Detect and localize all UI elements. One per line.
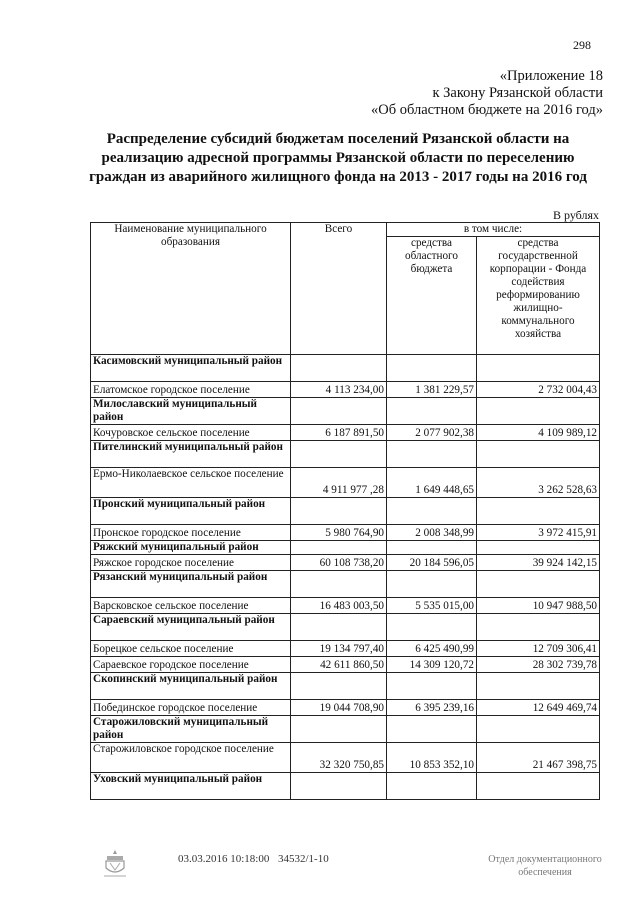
settlement-row <box>91 425 600 441</box>
reform-fund-cell: 10 947 988,50 <box>477 598 600 614</box>
reform-fund-cell <box>477 541 600 555</box>
appendix-line-1: «Приложение 18 <box>499 68 603 84</box>
total-cell <box>291 673 387 700</box>
regional-budget-cell: 14 309 120,72 <box>387 657 477 673</box>
department-line-1: Отдел документационного <box>488 854 602 865</box>
regional-budget-cell <box>387 541 477 555</box>
settlement-row <box>91 555 600 571</box>
appendix-line-3: «Об областном бюджете на 2016 год» <box>371 102 603 118</box>
municipality-name-cell: Скопинский муниципальный район <box>91 673 291 700</box>
municipality-name-cell: Уховский муниципальный район <box>91 773 291 800</box>
municipality-name-cell: Ряжское городское поселение <box>91 555 291 571</box>
municipality-name-cell: Борецкое сельское поселение <box>91 641 291 657</box>
coat-of-arms-icon <box>101 848 129 878</box>
total-cell <box>291 716 387 743</box>
total-cell: 32 320 750,85 <box>291 743 387 773</box>
district-row <box>91 571 600 598</box>
reform-fund-cell <box>477 355 600 382</box>
currency-note: В рублях <box>552 208 599 222</box>
appendix-reference <box>371 68 603 119</box>
stamp-code: 34532/1-10 <box>278 853 329 865</box>
municipality-name-cell: Пронский муниципальный район <box>91 498 291 525</box>
settlement-row <box>91 468 600 498</box>
reform-fund-cell <box>477 673 600 700</box>
district-row <box>91 541 600 555</box>
header-including: в том числе: <box>387 223 600 237</box>
header-total: Всего <box>291 223 387 355</box>
total-cell: 19 134 797,40 <box>291 641 387 657</box>
municipality-name-cell: Елатомское городское поселение <box>91 382 291 398</box>
reform-fund-cell: 3 262 528,63 <box>477 468 600 498</box>
regional-budget-cell <box>387 498 477 525</box>
regional-budget-cell <box>387 673 477 700</box>
district-row <box>91 673 600 700</box>
reform-fund-cell: 3 972 415,91 <box>477 525 600 541</box>
regional-budget-cell: 6 425 490,99 <box>387 641 477 657</box>
title-line-1: Распределение субсидий бюджетам поселений Рязанской области на <box>106 131 570 147</box>
reform-fund-cell <box>477 773 600 800</box>
regional-budget-cell <box>387 773 477 800</box>
reform-fund-cell: 28 302 739,78 <box>477 657 600 673</box>
regional-budget-cell <box>387 398 477 425</box>
municipality-name-cell: Ермо-Николаевское сельское поселение <box>91 468 291 498</box>
subsidy-table <box>90 222 600 800</box>
reform-fund-cell: 2 732 004,43 <box>477 382 600 398</box>
district-row <box>91 716 600 743</box>
reform-fund-cell: 4 109 989,12 <box>477 425 600 441</box>
municipality-name-cell: Кочуровское сельское поселение <box>91 425 291 441</box>
municipality-name-cell: Касимовский муниципальный район <box>91 355 291 382</box>
header-regional-budget: средства областного бюджета <box>387 237 477 355</box>
district-row <box>91 355 600 382</box>
district-row <box>91 773 600 800</box>
regional-budget-cell <box>387 355 477 382</box>
total-cell <box>291 498 387 525</box>
municipality-name-cell: Пронское городское поселение <box>91 525 291 541</box>
municipality-name-cell: Пителинский муниципальный район <box>91 441 291 468</box>
settlement-row <box>91 598 600 614</box>
total-cell: 4 911 977 ,28 <box>291 468 387 498</box>
total-cell <box>291 773 387 800</box>
total-cell <box>291 614 387 641</box>
total-cell <box>291 571 387 598</box>
municipality-name-cell: Сараевский муниципальный район <box>91 614 291 641</box>
settlement-row <box>91 657 600 673</box>
reform-fund-cell <box>477 441 600 468</box>
regional-budget-cell: 20 184 596,05 <box>387 555 477 571</box>
document-title <box>68 130 608 187</box>
settlement-row <box>91 700 600 716</box>
regional-budget-cell: 1 649 448,65 <box>387 468 477 498</box>
total-cell <box>291 355 387 382</box>
regional-budget-cell: 6 395 239,16 <box>387 700 477 716</box>
settlement-row <box>91 525 600 541</box>
regional-budget-cell: 5 535 015,00 <box>387 598 477 614</box>
settlement-row <box>91 641 600 657</box>
total-cell <box>291 441 387 468</box>
reform-fund-cell: 21 467 398,75 <box>477 743 600 773</box>
page-number: 298 <box>573 38 591 52</box>
reform-fund-cell <box>477 498 600 525</box>
settlement-row <box>91 743 600 773</box>
regional-budget-cell: 1 381 229,57 <box>387 382 477 398</box>
total-cell: 5 980 764,90 <box>291 525 387 541</box>
reform-fund-cell <box>477 614 600 641</box>
department-stamp <box>470 853 620 879</box>
header-municipality: Наименование муниципального образования <box>91 223 291 355</box>
district-row <box>91 398 600 425</box>
department-line-2: обеспечения <box>518 867 572 878</box>
regional-budget-cell: 2 077 902,38 <box>387 425 477 441</box>
reform-fund-cell: 39 924 142,15 <box>477 555 600 571</box>
table-body <box>91 355 600 800</box>
settlement-row <box>91 382 600 398</box>
total-cell: 42 611 860,50 <box>291 657 387 673</box>
stamp-date: 03.03.2016 10:18:00 <box>178 853 270 865</box>
municipality-name-cell: Старожиловский муниципальный район <box>91 716 291 743</box>
total-cell: 4 113 234,00 <box>291 382 387 398</box>
regional-budget-cell: 10 853 352,10 <box>387 743 477 773</box>
district-row <box>91 441 600 468</box>
regional-budget-cell: 2 008 348,99 <box>387 525 477 541</box>
municipality-name-cell: Рязанский муниципальный район <box>91 571 291 598</box>
regional-budget-cell <box>387 716 477 743</box>
appendix-line-2: к Закону Рязанской области <box>432 85 603 101</box>
municipality-name-cell: Сараевское городское поселение <box>91 657 291 673</box>
regional-budget-cell <box>387 614 477 641</box>
municipality-name-cell: Старожиловское городское поселение <box>91 743 291 773</box>
reform-fund-cell <box>477 571 600 598</box>
title-line-3: граждан из аварийного жилищного фонда на 2013 - 2017 годы на 2016 год <box>89 169 587 185</box>
municipality-name-cell: Побединское городское поселение <box>91 700 291 716</box>
total-cell: 6 187 891,50 <box>291 425 387 441</box>
regional-budget-cell <box>387 441 477 468</box>
district-row <box>91 498 600 525</box>
regional-budget-cell <box>387 571 477 598</box>
header-reform-fund: средства государственной корпорации - Фонда содействия реформированию жилищно-коммунального хозяйства <box>477 237 600 355</box>
total-cell: 60 108 738,20 <box>291 555 387 571</box>
total-cell: 16 483 003,50 <box>291 598 387 614</box>
reform-fund-cell: 12 649 469,74 <box>477 700 600 716</box>
municipality-name-cell: Варсковское сельское поселение <box>91 598 291 614</box>
municipality-name-cell: Ряжский муниципальный район <box>91 541 291 555</box>
municipality-name-cell: Милославский муниципальный район <box>91 398 291 425</box>
reform-fund-cell <box>477 716 600 743</box>
reform-fund-cell: 12 709 306,41 <box>477 641 600 657</box>
reform-fund-cell <box>477 398 600 425</box>
district-row <box>91 614 600 641</box>
total-cell <box>291 541 387 555</box>
total-cell <box>291 398 387 425</box>
total-cell: 19 044 708,90 <box>291 700 387 716</box>
title-line-2: реализацию адресной программы Рязанской области по переселению <box>101 150 575 166</box>
